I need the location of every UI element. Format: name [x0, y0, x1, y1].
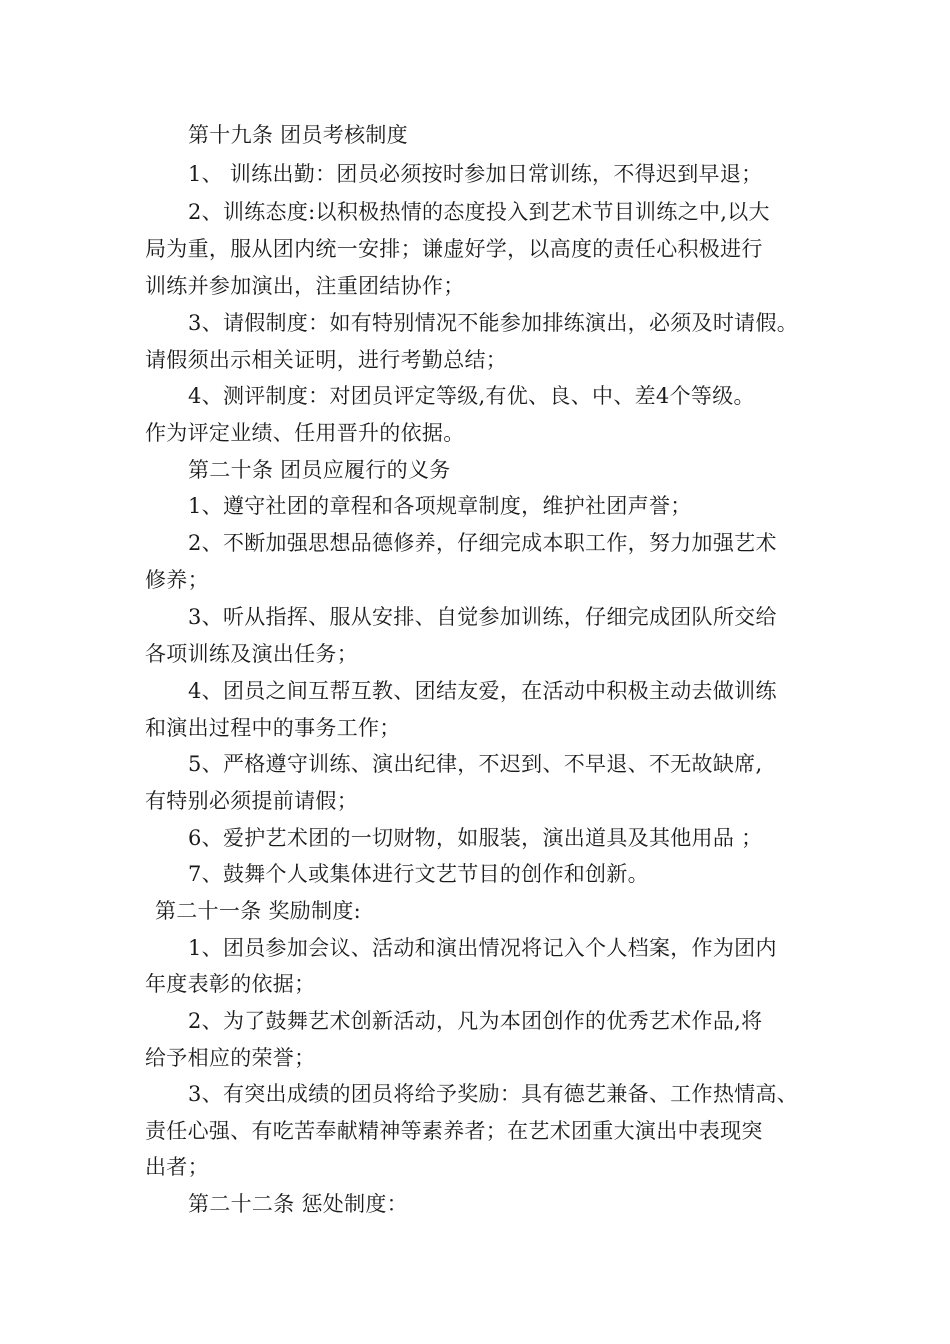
article-21-item-3-cont-1: 责任心强、有吃苦奉献精神等素养者；在艺术团重大演出中表现突 — [145, 1119, 763, 1143]
article-20-item-3-cont: 各项训练及演出任务； — [145, 642, 358, 666]
article-20-item-5: 5、严格遵守训练、演出纪律，不迟到、不早退、不无故缺席, — [188, 752, 763, 776]
article-21-item-3-cont-2: 出者； — [145, 1155, 209, 1179]
article-21-item-2-cont: 给予相应的荣誉； — [145, 1046, 316, 1070]
article-22-heading: 第二十二条 惩处制度： — [188, 1192, 408, 1216]
article-20-item-4-cont: 和演出过程中的事务工作； — [145, 716, 401, 740]
article-19-item-4: 4、测评制度：对团员评定等级,有优、良、中、差4个等级。 — [188, 384, 755, 408]
article-20-item-5-cont: 有特别必须提前请假； — [145, 789, 358, 813]
article-20-item-2-cont: 修养； — [145, 568, 209, 592]
article-20-item-7: 7、鼓舞个人或集体进行文艺节目的创作和创新。 — [188, 862, 649, 886]
article-19-item-2: 2、训练态度:以积极热情的态度投入到艺术节目训练之中,以大 — [188, 200, 770, 224]
article-20-item-4: 4、团员之间互帮互教、团结友爱，在活动中积极主动去做训练 — [188, 679, 777, 703]
article-21-item-1-cont: 年度表彰的依据； — [145, 972, 316, 996]
article-20-item-1: 1、遵守社团的章程和各项规章制度，维护社团声誉； — [188, 494, 692, 518]
article-19-heading: 第十九条 团员考核制度 — [188, 123, 408, 147]
article-21-heading: 第二十一条 奖励制度: — [155, 899, 362, 923]
article-20-item-6: 6、爱护艺术团的一切财物，如服装，演出道具及其他用品 ； — [188, 826, 763, 850]
article-21-item-1: 1、团员参加会议、活动和演出情况将记入个人档案，作为团内 — [188, 936, 777, 960]
article-21-item-2: 2、为了鼓舞艺术创新活动，凡为本团创作的优秀艺术作品,将 — [188, 1009, 763, 1033]
article-19-item-4-cont: 作为评定业绩、任用晋升的依据。 — [145, 421, 465, 445]
article-19-item-2-cont-1: 局为重，服从团内统一安排；谦虚好学，以高度的责任心积极进行 — [145, 237, 763, 261]
article-21-item-3: 3、有突出成绩的团员将给予奖励：具有德艺兼备、工作热情高、 — [188, 1082, 799, 1106]
article-20-heading: 第二十条 团员应履行的义务 — [188, 458, 451, 482]
article-20-item-3: 3、听从指挥、服从安排、自觉参加训练，仔细完成团队所交给 — [188, 605, 777, 629]
article-19-item-3-cont: 请假须出示相关证明，进行考勤总结； — [145, 348, 508, 372]
article-19-item-3: 3、请假制度：如有特别情况不能参加排练演出，必须及时请假。 — [188, 311, 799, 335]
article-19-item-2-cont-2: 训练并参加演出，注重团结协作； — [145, 274, 465, 298]
article-19-item-1: 1、 训练出勤：团员必须按时参加日常训练，不得迟到早退； — [188, 162, 763, 186]
article-20-item-2: 2、不断加强思想品德修养，仔细完成本职工作，努力加强艺术 — [188, 531, 777, 555]
